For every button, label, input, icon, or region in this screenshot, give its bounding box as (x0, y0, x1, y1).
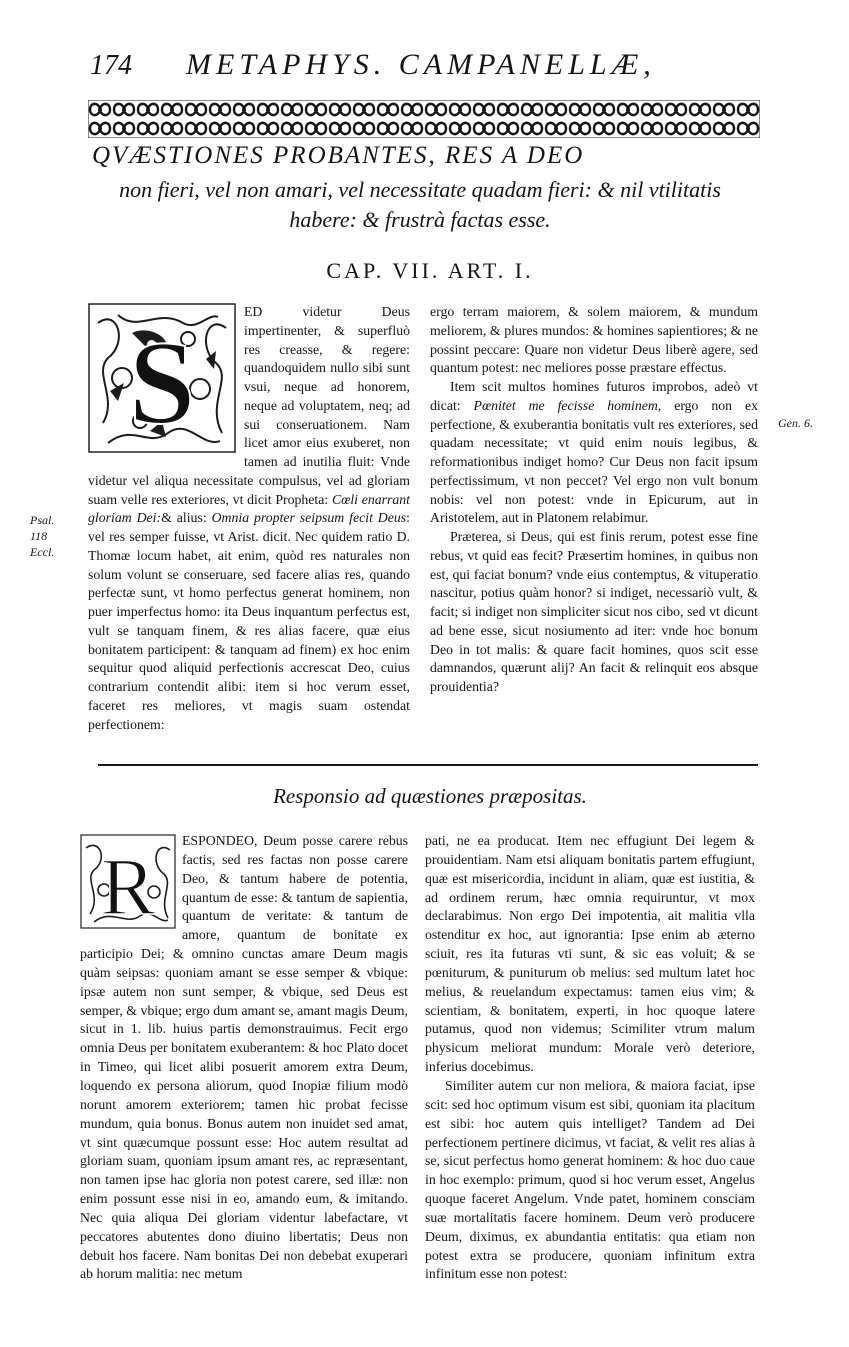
text-column-4 (425, 832, 755, 1284)
response-opening-word: ESPONDEO, (182, 833, 258, 848)
text-column-3 (80, 832, 408, 1284)
text-column-2 (430, 303, 758, 697)
drop-cap-letter: S (128, 316, 196, 449)
paragraph: ergo terram maiorem, & solem maiorem, & mundum meliorem, & plures mundos: & homines sapientiores; & ne possint peccare: Quare non videtur Deus liberè agere, sed quantum potest: nec meliores posse præstare effectus. (430, 304, 758, 376)
chapter-title-caps: QVÆSTIONES PROBANTES, RES A DEO (92, 142, 585, 169)
scripture-quote: Omnia propter seipsum fecit Deus (211, 510, 407, 526)
response-heading: Responsio ad quæstiones præpositas. (273, 784, 587, 808)
paragraph: Similiter autem cur non meliora, & maiora faciat, ipse scit: sed hoc optimum visum est sibi, quoniam ita placitum est sibi: hoc autem quis intelliget? Tandem ad Dei perfectionem pertinere dicimus, vt faciat, & velit res alias à se, sicut perfectus homo generat hominem: & hoc duo caue in hoc exemplo: primum, quod si hoc verum esset, Angelus quoque faceret Angelum. Vnde patet, hominem consciam suæ mortalitatis facere hominem. Deum verò producere Deum, diximus, ex abundantia entitatis: qua etiam non potest extra se producere, quoniam infinitum extra infinitum esse non potest: (425, 1077, 755, 1282)
paragraph: pati, ne ea producat. Item nec effugiunt Dei legem & prouidentiam. Nam etsi aliquam bonitatis partem effugiunt, quæ est misericordia, incidunt in aliam, quæ est iustitia, & ad ordinem rerum, hæc omnia requiruntur, vt mox declarabimus. Non ergo Dei impotentia, ait malitia vlla ostenditur ex hoc, aut ignorantia: Ipse enim ab æterno sciuit, res ita futuras vti sunt, & sic eas voluit; & se pœniturum, & puniturum ob melius: sed multum latet hoc melius, & reuelandum expectamus: tamen eius vim; & scientiam, & bonitatem, experti, in hoc quoque latere putamus, quod non videmus; Scimiliter vtrum malum physicum meliorat mundum: Morale verò deteriore, inferius docebimus. (425, 833, 755, 1075)
chapter-heading: CAP. VII. ART. I. (326, 258, 534, 283)
section-divider (98, 764, 758, 766)
margin-note-line: Eccl. (30, 545, 55, 559)
ornament-band (88, 100, 760, 138)
paragraph-text: ergo non ex perfectione, & exuberantia bonitatis vult res exteriores, sed quadam necessitate; vt quid enim nouis legibus, & reformationibus indiget homo? Cur Deus non facit ipsum perfectissimum, vt non peccet? Vel ergo non vult bonum nobis: vel non potest: vnde in Epicurum, aut in Aristotelem, aut in Platonem relabimur. (430, 397, 758, 526)
paragraph: Præterea, si Deus, qui est finis rerum, potest esse fine rebus, vt quid eas fecit? Præsertim homines, in quibus non est, qui faciat bonum? vnde eius contemptus, & vituperatio nascitur, potius quàm honor? si indiget, necessariò vult, & facit; si indiget non simpliciter sicut nos cibo, sed vt dicunt ad bene esse, sicut nosiumento ad iter: vnde hoc bonum Deo in tot malis: & quare facit homines, quos scit esse damnandos, quærunt alij? An facit & relinquit eos absque prouidentia? (430, 529, 758, 694)
chapter-title-italic: non fieri, vel non amari, vel necessitate quadam fieri: & nil vtilitatis habere: & frustrà factas esse. (119, 177, 721, 232)
page-number: 174 (90, 50, 132, 81)
scripture-quote: Pœnitet me fecisse hominem, (473, 397, 662, 413)
margin-note-right: Gen. 6. (778, 416, 813, 430)
paragraph-text: Deum posse carere rebus factis, sed res factas non posse carere Deo, & tantum habere de potentia, quantum de esse: & tantum de sapientia, quantum de veritate: & tantum de amore, quantum de bonitate ex participio Dei; & omnino cunctas amare Deum magis quàm seipsas: quoniam amant se esse semper & vbique: ipsæ autem non sunt semper, & vbique, sed Deus est semper, & vbique; ergo dum amant se, amant magis Deum, sicut in 1. lib. huius partis demonstrauimus. Fecit ergo omnia Deus per bonitatem exuberantem: & hoc Plato docet in Timeo, qui licet alibi posuerit amorem extra Deum, loquendo ex persona aliorum, quod Inopiæ filium modò norunt amorem exteriorem; tamen hic probat fecisse mundum, quia bonus. Bonus autem non inuidet sed amat, vt sint quæcumque possunt esse: Hoc autem resultat ad gloriam suam, quoniam ipsum amant res, ac repræsentant, non tamen ipse hac gloria non potest carere, sed illæ: non enim possunt esse nisi in eo, amando eum, & imitando. Nec quia aliqua Dei gloriam videntur labefactare, vt peccatores abutentes dono diuino libertatis; Deus non debuit hos facere. Nam bonitas Dei non debebat exuperari ab horum malitia: nec metum (80, 833, 408, 1282)
paragraph-text: : vel res semper fuisse, vt Arist. dicit. Nec quidem ratio D. Thomæ locum habet, ait enim, quòd res naturales non solum volunt se conseruare, sed facere alias res, quando perfectæ sunt, vt homo perfectus generat hominem, non puer imperfectus homo: ita Deus inquantum perfectus est, vult se tanquam finem, & res alias facere, quæ eius bonitatem participent: & tanquam ad finem) ex hoc enim sequitur quod aliquid perfectionis accrescat Deo, cuius contrarium contendit alibi: item si hoc verum esset, faceret res meliores, vt magis suam ostendat perfectionem: (88, 510, 411, 732)
margin-note-line: 118 (30, 529, 48, 543)
paragraph-text: Item scit multos homines futuros improbos, adeò vt dicat: (430, 379, 758, 413)
running-title: METAPHYS. CAMPANELLÆ, (186, 48, 656, 81)
drop-cap-letter: R (100, 841, 156, 929)
text-column-1 (88, 303, 410, 734)
paragraph-text: & alius: (161, 510, 212, 526)
scripture-quote: Cœli enarrant gloriam Dei: (88, 491, 411, 526)
paragraph-text: ED videtur Deus impertinenter, & superfluò res creasse, & regere: quandoquidem nullo sibi sunt vsui, neque ad honorem, neque ad voluptatem, neq; ad sui conseruationem. Nam licet amor eius exuberet, non tamen ad inutilia fluit: Vnde videtur vel aliqua necessitate compulsus, vel ad gloriam suam velle res exteriores, vt dicit Propheta: (88, 304, 410, 507)
margin-note-left (30, 512, 70, 560)
decorated-initial-s (88, 303, 236, 453)
decorated-initial-r (80, 834, 176, 929)
margin-note-line: Psal. (30, 513, 55, 527)
